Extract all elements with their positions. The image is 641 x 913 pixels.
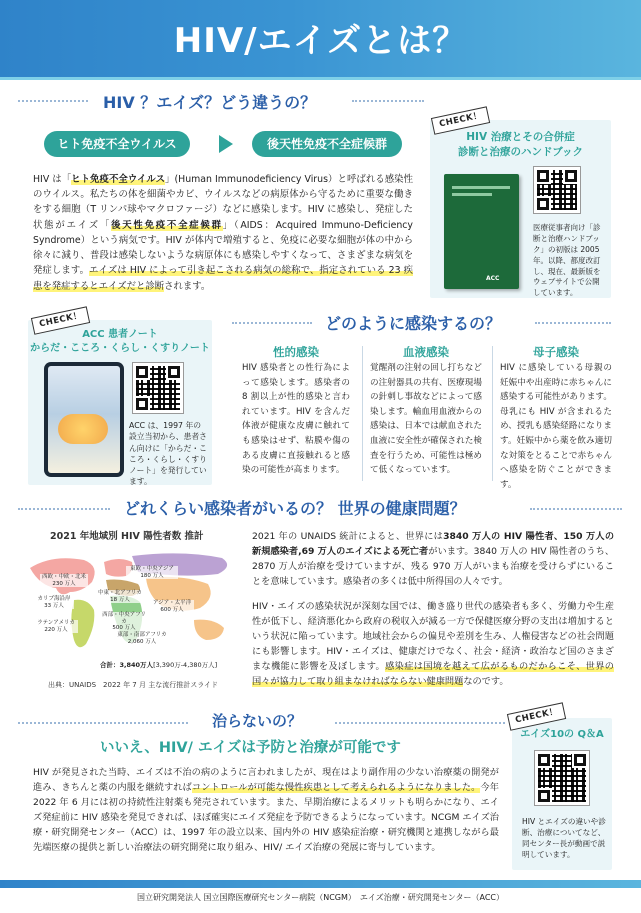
column-text-mother: HIV に感染している母親の妊娠中や出産時に赤ちゃんに感染する可能性があります。母乳にも HIV が含まれるため、授乳も感染経路になります。妊娠中から薬を飲み適切な対策をとることで赤ちゃんへ感染を防ぐことができます。	[500, 363, 612, 490]
map-label-name: 東欧・中央アジア	[130, 566, 174, 572]
paragraph-hiv-definition	[33, 172, 413, 294]
map-label-name: 西部・中央アフリカ	[102, 612, 146, 625]
highlight-sentence: コントロールが可能な慢性疾患として考えられるようになりました。	[191, 781, 481, 793]
qr-code-icon[interactable]	[534, 750, 590, 806]
highlight-term: ヒト免疫不全ウイルス	[71, 174, 166, 185]
map-label	[34, 596, 74, 609]
text-run: HIV は「	[33, 174, 72, 185]
map-title: 2021 年地域別 HIV 陽性者数 推計	[50, 531, 204, 542]
qr-finder	[565, 170, 577, 182]
text-run: がいます。3840 万人の HIV 陽性者のうち、2870 万人が治療を受けていますが、残る 970 万人がいまも治療を受けらずにいることを意味しています。感染者の多くは低中所得国の人々です。	[252, 545, 615, 587]
text-run: HIV が発見された当時、エイズは不治の病のように言われましたが、現在はより副作用の少ない治療薬の開発が進み、きちんと薬の内服を継続すれば	[33, 767, 499, 793]
text-run: 2021 年の UNAIDS 統計によると、世界には	[252, 531, 444, 542]
qr-code-icon[interactable]	[132, 362, 184, 414]
footer-bar	[0, 880, 641, 888]
book-logo: ACC	[486, 275, 500, 282]
map-label-name: ラテンアメリカ	[37, 620, 75, 626]
divider	[232, 322, 312, 324]
text-run: 今年 2022 年 6 月には初の持続性注射薬も発売されています。また、早期治療によるメリットも明らかになり、エイズ発症前に HIV 感染を発見できれば、ほぼ確実にエイズ発症を予防できるようになっています。NCGM エイズ治療・研究開発センター（ACC）は、1997 年の設立以来、国内外の HIV 感染症治療・研究機関と連携しながら最先端医療の提供と新しい治療法の研究開発に取り組み、HIV/ エイズ治療の発展に寄与しています。	[33, 781, 499, 853]
card-qa-video	[512, 706, 612, 870]
divider	[352, 100, 424, 102]
highlight-term: 後天性免疫不全症候群	[111, 219, 223, 231]
map-total	[100, 661, 217, 671]
section-heading-infection: どのように感染するの？	[325, 314, 502, 333]
map-label-value: 180 万人	[140, 572, 164, 579]
cover-line	[452, 193, 492, 196]
column-divider	[362, 346, 363, 481]
column-divider	[492, 346, 493, 481]
question-heading: 治らないの？	[212, 712, 303, 730]
map-label-value: 600 万人	[160, 606, 184, 613]
highlight-sentence: エイズは HIV によって引き起こされる病気の総称で、指定されている 23 疾患を発症するとエイズだと診断	[33, 265, 413, 292]
divider	[335, 722, 505, 724]
map-label	[34, 620, 78, 633]
map-label	[126, 566, 178, 579]
qr-pattern	[136, 366, 180, 410]
qr-pattern	[538, 754, 586, 802]
qr-finder	[537, 170, 549, 182]
phone-screen	[48, 366, 120, 473]
divider	[18, 722, 188, 724]
app-illustration	[58, 414, 108, 444]
divider	[535, 322, 611, 324]
card-description: HIV とエイズの違いや診断、治療についてなど、同センター長が動画で説明しています。	[522, 817, 606, 859]
pill-hiv: ヒト免疫不全ウイルス	[44, 131, 190, 157]
section-heading-hiv-aids: HIV ？エイズ？どう違うの？	[103, 93, 317, 112]
column-title-mother: 母子感染	[533, 345, 579, 359]
map-label-value: 220 万人	[44, 626, 68, 633]
map-label	[40, 574, 88, 587]
qr-finder	[574, 754, 586, 766]
divider	[530, 508, 622, 510]
pill-aids: 後天性免疫不全症候群	[252, 131, 402, 157]
text-run: HIV・エイズの感染状況が深刻な国では、働き盛り世代の感染者も多く、労働力や生産性が低下し、経済悪化から政府の税収入が減る一方で保健医療分野の支出は増加するという状況に陥っています。地域社会からの偏見や差別を生み、人権侵害などの社会問題にも影響します。HIV・エイズは、健康だけでなく、社会・経済・政治など国のさまざまな機能に影響を及ぼします。	[252, 601, 614, 672]
map-total-range: [3,390万-4,380万人]	[153, 661, 218, 669]
qr-finder	[538, 790, 550, 802]
card-patient-note	[28, 310, 212, 487]
map-label-name: アジア・太平洋	[152, 600, 192, 606]
qr-finder	[168, 366, 180, 378]
map-label	[100, 612, 148, 632]
card-title: ACC 患者ノート からだ・こころ・くらし・くすりノート	[30, 329, 210, 354]
map-label	[150, 600, 194, 613]
card-title: エイズ10の Q＆A	[520, 729, 604, 740]
answer-heading: いいえ、HIV/ エイズは予防と治療が可能です	[100, 740, 401, 756]
column-title-blood: 血液感染	[403, 345, 449, 359]
column-text-sexual: HIV 感染者との性行為によって感染します。感染者の 8 割以上が性的感染と言われています。HIV を含んだ体液が健康な皮膚に触れても感染はせず、粘膜や傷のある皮膚に直接触れると感染の可能性が高まります。	[242, 363, 350, 476]
page-title: HIV/エイズとは？	[173, 21, 468, 61]
column-text-blood: 覚醒剤の注射の回し打ちなどの注射器具の共有、医療現場の針刺し事故などによって感染します。輸血用血液からの感染は、日本では献血された血液に安全性が確保された検査を行うため、可能性は極めて低くなっています。	[370, 363, 482, 476]
map-label	[96, 590, 144, 603]
card-handbook	[430, 110, 611, 298]
qr-code-icon[interactable]	[533, 166, 581, 214]
card-title: HIV 治療とその合併症 診断と治療のハンドブック	[458, 131, 583, 158]
highlight-sentence: 感染症は国境を越えて広がるものだからこそ、世界の国々が協力して取り組まなければならない健康問題	[252, 660, 614, 687]
bold-stat: 3840 万人の HIV 陽性者、150 万人の新規感染者,69 万人のエイズによる死亡者	[252, 531, 615, 557]
map-label-name: 西欧・中欧・北米	[41, 574, 86, 580]
text-run: なのです。	[463, 675, 509, 687]
cover-line	[452, 186, 510, 189]
map-total-value: 合計：3,840万人	[100, 661, 154, 669]
text-run: 」（AIDS：Acquired Immuno-Deficiency Syndrome）という病気です。HIV が体内で増殖すると、免疫に必要な細胞が体の中から徐々に減り、普段は感染しないような病原体にも感染しやすくなって、さまざまな病気を発症します。	[33, 219, 413, 277]
paragraph-impact	[252, 600, 614, 689]
page-header	[0, 0, 641, 80]
check-badge: CHECK！	[507, 702, 567, 730]
qr-finder	[136, 398, 148, 410]
phone-image	[44, 362, 124, 477]
footer-text: 国立研究開発法人 国立国際医療研究センター病院（NCGM） エイズ治療・研究開発センター（ACC）	[137, 893, 504, 902]
section-heading-world: どれくらい感染者がいるの？ 世界の健康問題？	[124, 499, 466, 518]
paragraph-unaids	[252, 530, 614, 590]
map-label-value: 500 万人	[112, 625, 136, 632]
text-run: 」(Human Immunodeficiency Virus）と呼ばれる感染性のウイルス。私たちの体を細菌やカビ、ウイルスなどの病原体から守るために重要な働きをする細胞（T リンパ球やマクロファージ）などに感染します。HIV に感染し、発症した状態がエイズ「	[33, 174, 413, 231]
region-oceania	[194, 620, 224, 640]
card-description: 医療従事者向け「診断と治療ハンドブック」の初版は 2005 年。以降、都度改訂し、現在、最新版をウェブサイトで公開しています。	[533, 223, 601, 298]
text-run: されます。	[164, 280, 211, 292]
card-description: ACC は、1997 年の設立当初から、患者さん向けに「からだ・こころ・くらし・くすりノート」を発行しています。	[129, 421, 207, 487]
qr-finder	[136, 366, 148, 378]
divider	[18, 100, 88, 102]
map-label-name: 中東・北アフリカ	[98, 590, 142, 596]
column-title-sexual: 性的感染	[273, 345, 319, 359]
map-label-value: 2,060 万人	[127, 638, 157, 645]
divider	[18, 508, 110, 510]
map-label-name: 東部・南部アフリカ	[117, 632, 167, 638]
check-badge: CHECK！	[431, 106, 491, 134]
check-badge: CHECK！	[31, 306, 91, 334]
map-label-value: 230 万人	[52, 580, 76, 587]
map-label-name: カリブ海沿岸	[37, 596, 71, 602]
arrow-icon	[219, 135, 233, 153]
qr-finder	[538, 754, 550, 766]
map-label-value: 18 万人	[110, 596, 130, 603]
map-label-value: 33 万人	[44, 602, 64, 609]
qr-pattern	[537, 170, 577, 210]
paragraph-treatment	[33, 766, 499, 855]
handbook-cover-image	[444, 174, 519, 289]
map-label	[116, 632, 168, 645]
map-source: 出典：UNAIDS 2022 年 7 月 主な流行推計スライド	[48, 681, 219, 689]
qr-finder	[537, 198, 549, 210]
